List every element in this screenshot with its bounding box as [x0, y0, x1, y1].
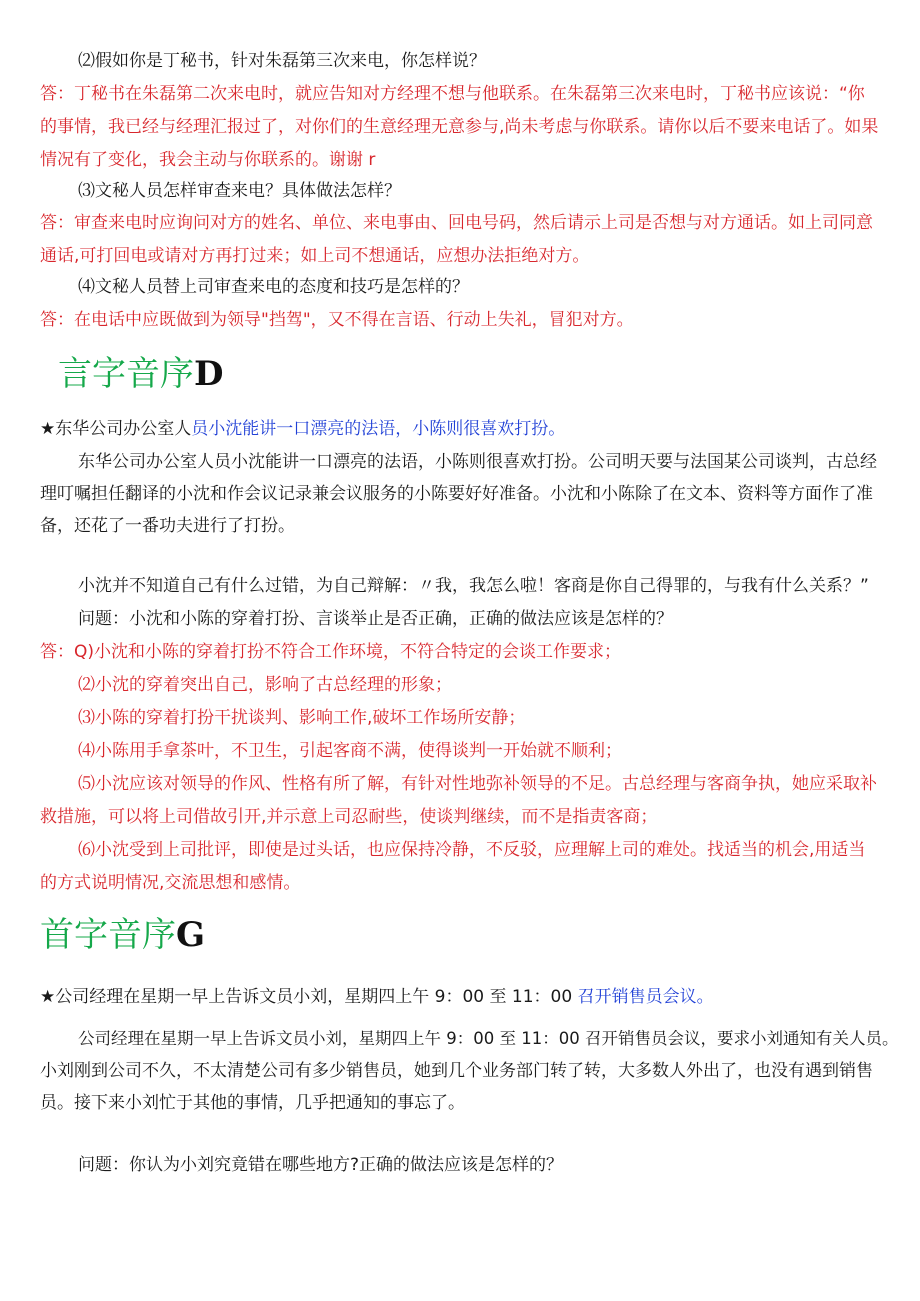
case-answer-line-4: ⑷小陈用手拿茶叶，不卫生，引起客商不满，使得谈判一开始就不顺利；: [78, 741, 622, 761]
case-answer-line-3: ⑶小陈的穿着打扮干扰谈判、影响工作,破坏工作场所安静；: [78, 708, 526, 728]
section-heading-d: [58, 352, 223, 396]
case-body-line-1: 东华公司办公室人员小沈能讲一口漂亮的法语，小陈则很喜欢打扮。公司明天要与法国某公司谈判，古总经: [78, 452, 877, 472]
case-title-g: [40, 981, 714, 1014]
heading-text: 言字音序: [58, 354, 194, 394]
case-body-line-2: 理叮嘱担任翻译的小沈和作会议记录兼会议服务的小陈要好好准备。小沈和小陈除了在文本、资料等方面作了准: [40, 484, 873, 504]
case-answer-line-2: ⑵小沈的穿着突出自己，影响了古总经理的形象；: [78, 675, 452, 695]
section-heading-g: [40, 913, 205, 957]
answer-2-line-1: 答：丁秘书在朱磊第二次来电时，就应告知对方经理不想与他联系。在朱磊第三次来电时，丁秘书应该说：“你: [40, 84, 865, 104]
answer-2-line-2: 的事情，我已经与经理汇报过了，对你们的生意经理无意参与,尚未考虑与你联系。请你以后不要来电话了。如果: [40, 117, 879, 137]
case-quote: 小沈并不知道自己有什么过错，为自己辩解：〃我，我怎么啦！客商是你自己得罪的，与我有什么关系？”: [78, 576, 869, 596]
case-answer-line-1: 答：Q)小沈和小陈的穿着打扮不符合工作环境，不符合特定的会谈工作要求；: [40, 642, 622, 662]
case-question: 问题：小沈和小陈的穿着打扮、言谈举止是否正确，正确的做法应该是怎样的？: [78, 609, 673, 629]
case-body-line-2: 小刘刚到公司不久，不太清楚公司有多少销售员，她到几个业务部门转了转，大多数人外出了，也没有遇到销售: [40, 1061, 873, 1081]
answer-3-line-2: 通话,可打回电或请对方再打过来；如上司不想通话，应想办法拒绝对方。: [40, 246, 590, 266]
heading-letter: D: [194, 354, 224, 394]
case-title-black: ★东华公司办公室人: [40, 419, 192, 439]
case-title-blue: 召开销售员会议。: [577, 987, 714, 1007]
case-title-blue: 员小沈能讲一口漂亮的法语，小陈则很喜欢打扮。: [191, 419, 566, 439]
answer-4: 答：在电话中应既做到为领导"挡驾"，又不得在言语、行动上失礼，冒犯对方。: [40, 310, 634, 330]
answer-3-line-1: 答：审查来电时应询问对方的姓名、单位、来电事由、回电号码，然后请示上司是否想与对方通话。如上司同意: [40, 213, 873, 233]
case-question: 问题：你认为小刘究竟错在哪些地方?正确的做法应该是怎样的？: [78, 1155, 564, 1175]
case-answer-line-6: 救措施，可以将上司借故引开,并示意上司忍耐些，使谈判继续，而不是指责客商；: [40, 807, 658, 827]
question-2: ⑵假如你是丁秘书，针对朱磊第三次来电，你怎样说？: [78, 51, 486, 71]
case-answer-line-8: 的方式说明情况,交流思想和感情。: [40, 873, 301, 893]
heading-text: 首字音序: [40, 915, 176, 955]
heading-letter: G: [176, 915, 206, 955]
case-title-d: [40, 413, 565, 446]
question-3: ⑶文秘人员怎样审查来电？具体做法怎样？: [78, 181, 401, 201]
answer-2-line-3: 情况有了变化，我会主动与你联系的。谢谢 r: [40, 150, 376, 170]
case-answer-line-5: ⑸小沈应该对领导的作风、性格有所了解，有针对性地弥补领导的不足。古总经理与客商争执，她应采取补: [78, 774, 877, 794]
case-body-line-1: 公司经理在星期一早上告诉文员小刘，星期四上午 9：00 至 11：00 召开销售员会议，要求小刘通知有关人员。: [78, 1029, 899, 1048]
case-title-black: ★公司经理在星期一早上告诉文员小刘，星期四上午 9：00 至 11：00: [40, 987, 578, 1007]
case-answer-line-7: ⑹小沈受到上司批评，即使是过头话，也应保持冷静，不反驳，应理解上司的难处。找适当的机会,用适当: [78, 840, 866, 860]
case-body-line-3: 员。接下来小刘忙于其他的事情，几乎把通知的事忘了。: [40, 1093, 465, 1113]
case-body-line-3: 备，还花了一番功夫进行了打扮。: [40, 516, 295, 536]
question-4: ⑷文秘人员替上司审查来电的态度和技巧是怎样的？: [78, 277, 469, 297]
